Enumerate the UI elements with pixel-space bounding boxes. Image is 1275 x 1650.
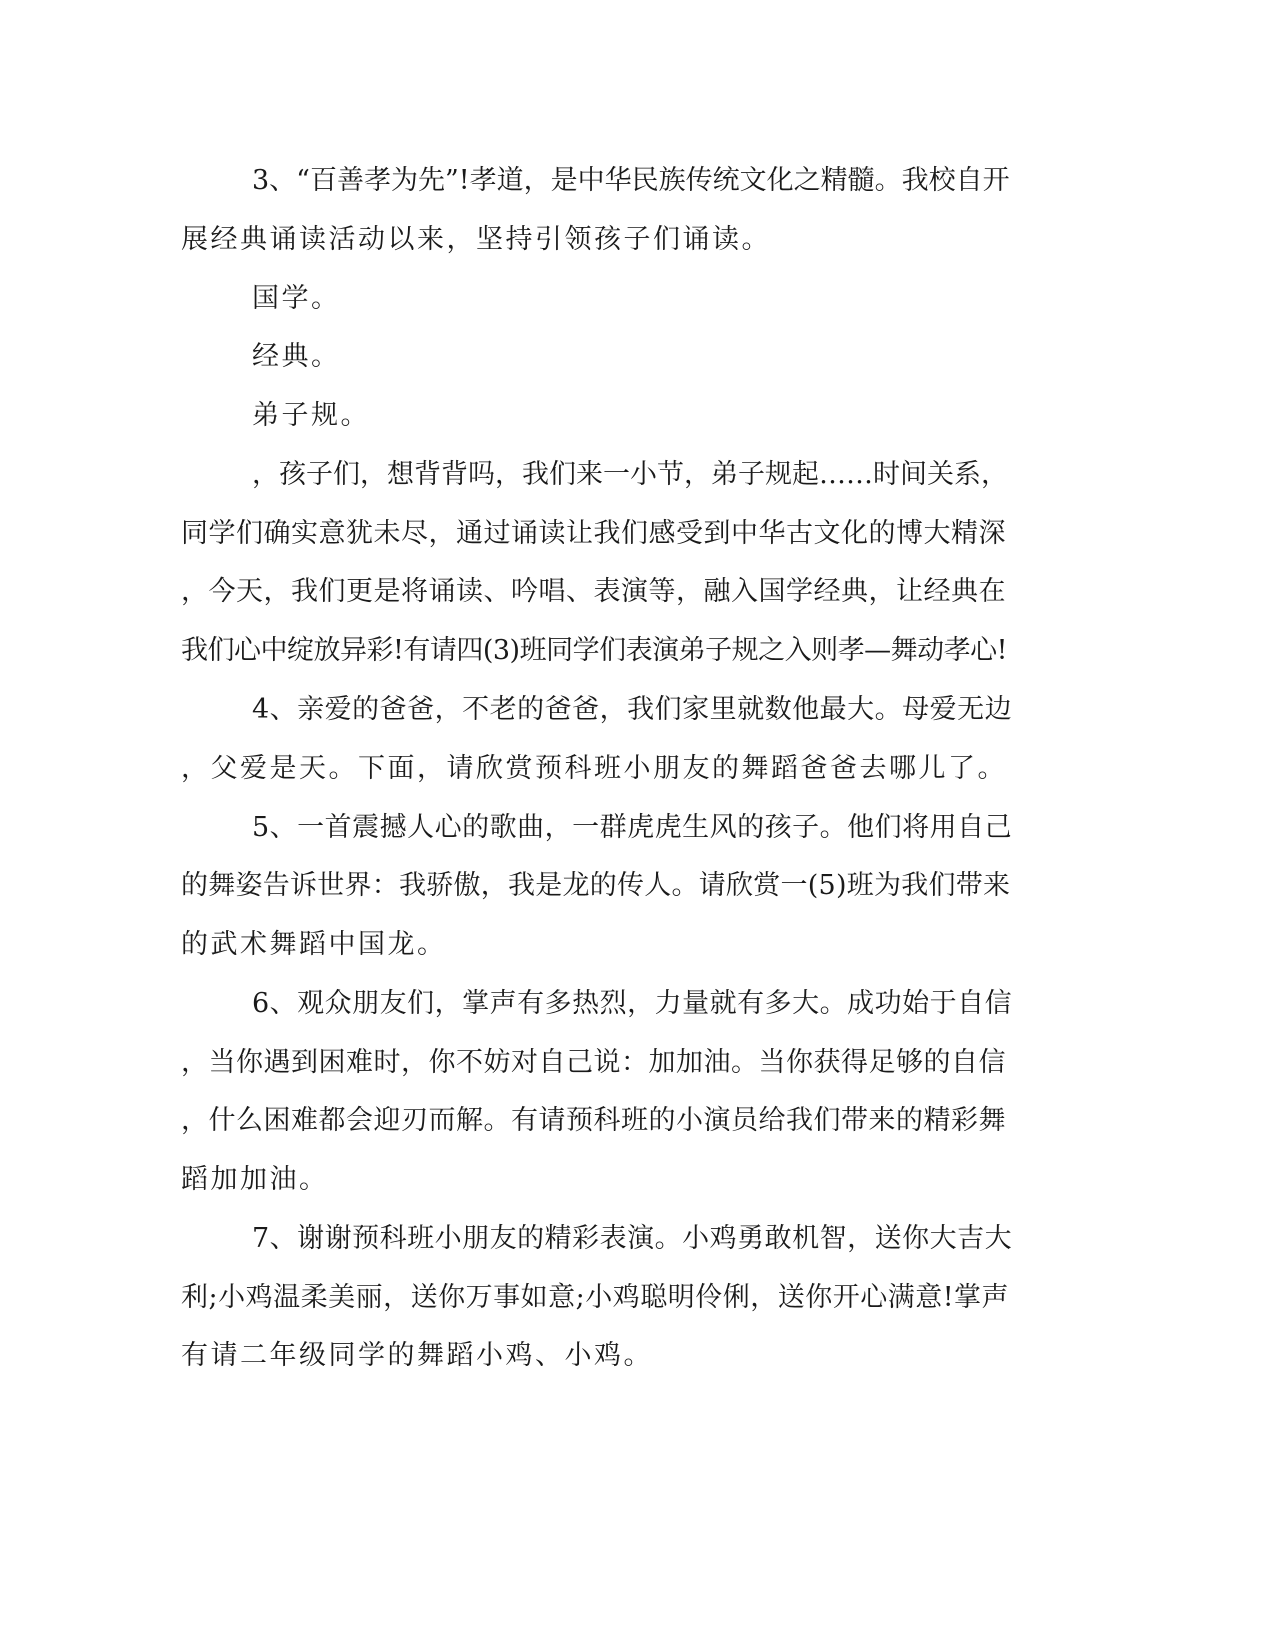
paragraph-5-line-1: 5、一首震撼人心的歌曲，一群虎虎生风的孩子。他们将用自己 [252,812,1013,843]
paragraph-children-line-2: 同学们确实意犹未尽，通过诵读让我们感受到中华古文化的博大精深 [181,518,1006,549]
paragraph-7-line-3: 有请二年级同学的舞蹈小鸡、小鸡。 [181,1340,653,1371]
paragraph-6-line-4: 蹈加加油。 [181,1164,329,1195]
paragraph-guoxue: 国学。 [252,283,341,314]
paragraph-6-line-3: ，什么困难都会迎刃而解。有请预科班的小演员给我们带来的精彩舞 [181,1105,1006,1136]
paragraph-4-line-2: ，父爱是天。下面，请欣赏预科班小朋友的舞蹈爸爸去哪儿了。 [181,753,1007,784]
paragraph-jingdian: 经典。 [252,341,341,372]
paragraph-children-line-1: ，孩子们，想背背吗，我们来一小节，弟子规起……时间关系， [252,459,1008,490]
paragraph-3-line-2: 展经典诵读活动以来，坚持引领孩子们诵读。 [181,224,771,255]
paragraph-children-line-3: ，今天，我们更是将诵读、吟唱、表演等，融入国学经典，让经典在 [181,576,1006,607]
paragraph-7-line-1: 7、谢谢预科班小朋友的精彩表演。小鸡勇敢机智，送你大吉大 [252,1223,1013,1254]
paragraph-6-line-2: ，当你遇到困难时，你不妨对自己说：加加油。当你获得足够的自信 [181,1047,1006,1078]
paragraph-children-line-4: 我们心中绽放异彩!有请四(3)班同学们表演弟子规之入则孝—舞动孝心! [181,635,1007,666]
paragraph-dizigui: 弟子规。 [252,400,370,431]
paragraph-5-line-2: 的舞姿告诉世界：我骄傲，我是龙的传人。请欣赏一(5)班为我们带来 [181,870,1011,901]
paragraph-6-line-1: 6、观众朋友们，掌声有多热烈，力量就有多大。成功始于自信 [252,988,1013,1019]
paragraph-4-line-1: 4、亲爱的爸爸，不老的爸爸，我们家里就数他最大。母爱无边 [252,694,1013,725]
paragraph-7-line-2: 利;小鸡温柔美丽，送你万事如意;小鸡聪明伶俐，送你开心满意!掌声 [181,1282,1010,1313]
paragraph-3-line-1: 3、“百善孝为先”!孝道，是中华民族传统文化之精髓。我校自开 [252,165,1010,196]
paragraph-5-line-3: 的武术舞蹈中国龙。 [181,929,447,960]
